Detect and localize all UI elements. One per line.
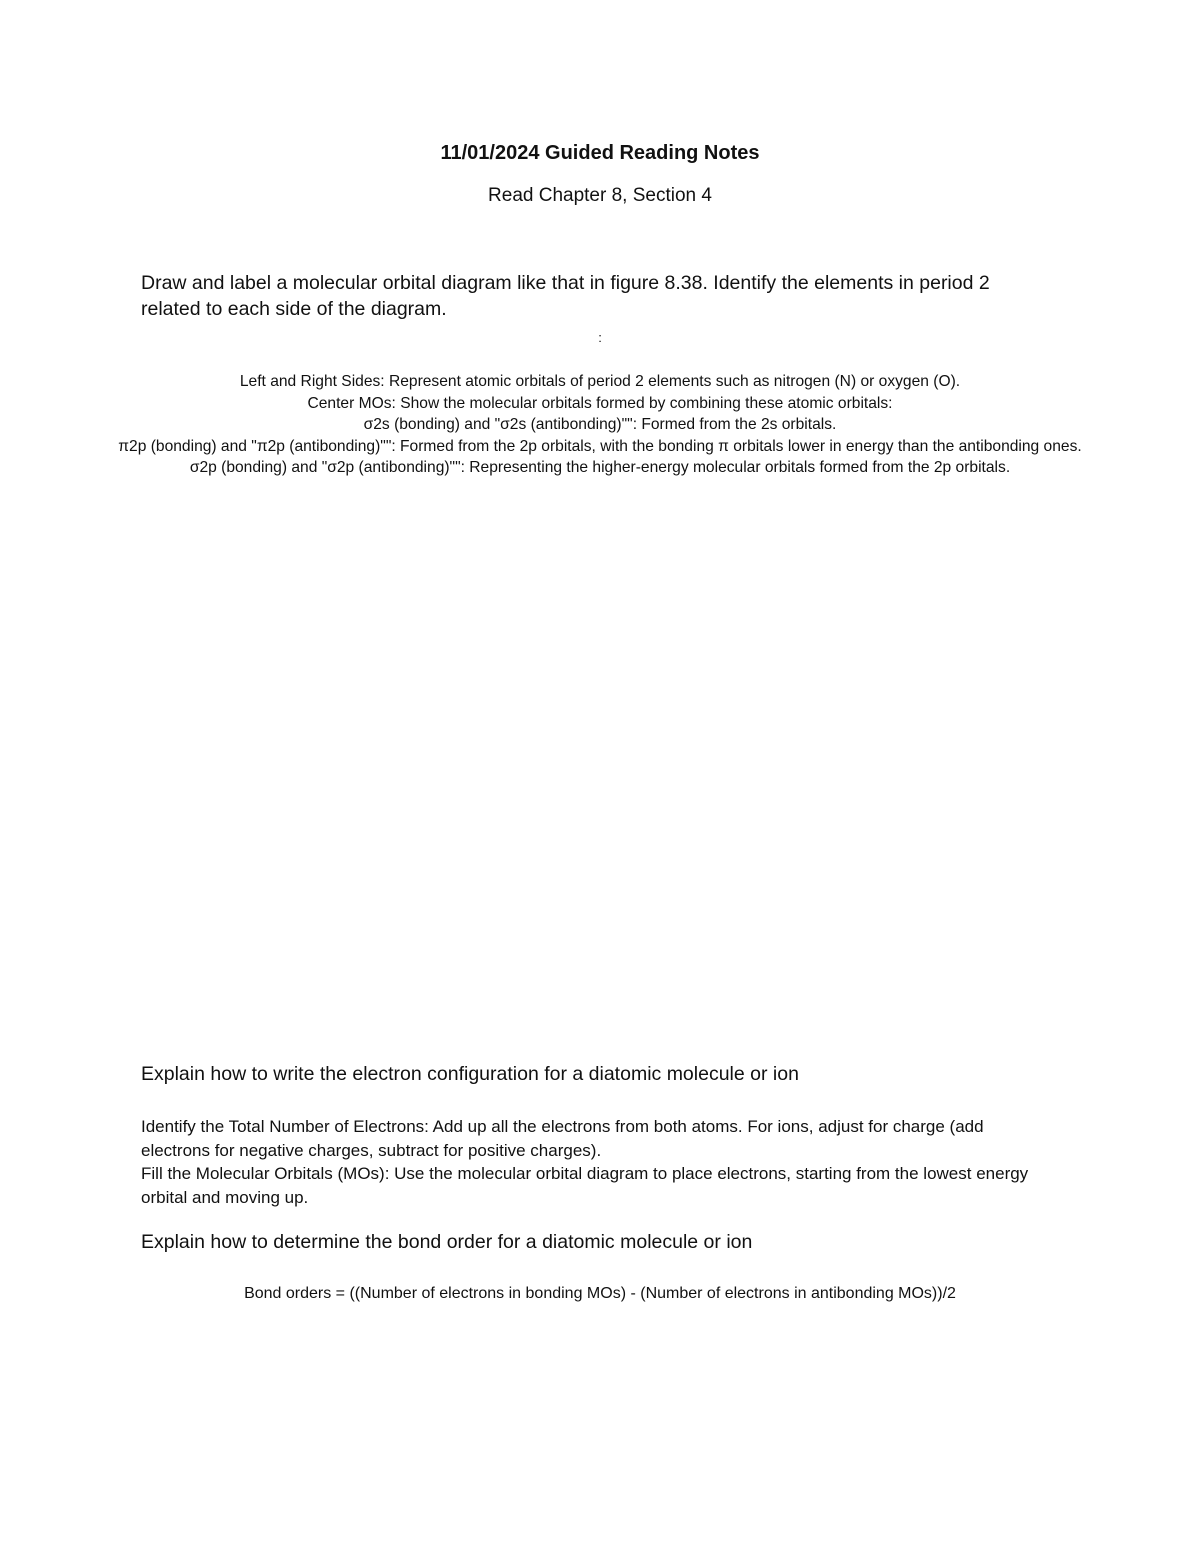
question-3-prompt: Explain how to determine the bond order for a diatomic molecule or ion — [141, 1231, 753, 1253]
question-2-prompt: Explain how to write the electron configuration for a diatomic molecule or ion — [141, 1063, 799, 1085]
answer-step-total-electrons: Identify the Total Number of Electrons: Add up all the electrons from both atoms. For ions, adjust for charge (add electrons for negative charges, subtract for positive charges). — [141, 1117, 984, 1160]
question-1-prompt: Draw and label a molecular orbital diagram like that in figure 8.38. Identify the elements in period 2 related to each side of the diagram. — [141, 272, 990, 320]
answer-line-center-mos: Center MOs: Show the molecular orbitals formed by combining these atomic orbitals: — [307, 394, 893, 412]
question-2-answer — [141, 1115, 1041, 1209]
page-title: 11/01/2024 Guided Reading Notes — [440, 142, 760, 164]
answer-line-sides: Left and Right Sides: Represent atomic orbitals of period 2 elements such as nitrogen (N) or oxygen (O). — [239, 373, 961, 390]
answer-line-sigma-2p: σ2p (bonding) and "σ2p (antibonding)"": Representing the higher-energy molecular orbitals formed from the 2p orbitals. — [189, 459, 1011, 476]
question-1-answer — [0, 371, 1200, 479]
question-1-separator: : — [598, 330, 602, 345]
answer-line-sigma-2s: σ2s (bonding) and "σ2s (antibonding)"": Formed from the 2s orbitals. — [363, 416, 837, 433]
answer-line-pi-2p: π2p (bonding) and "π2p (antibonding)"": Formed from the 2p orbitals, with the bonding π orbitals lower in energy than the antibonding ones. — [118, 437, 1082, 455]
reading-assignment: Read Chapter 8, Section 4 — [488, 185, 712, 206]
bond-order-formula: Bond orders = ((Number of electrons in bonding MOs) - (Number of electrons in antibonding MOs))/2 — [244, 1285, 956, 1302]
answer-step-fill-mos: Fill the Molecular Orbitals (MOs): Use the molecular orbital diagram to place electrons, starting from the lowest energy orbital and moving up. — [141, 1164, 1029, 1207]
